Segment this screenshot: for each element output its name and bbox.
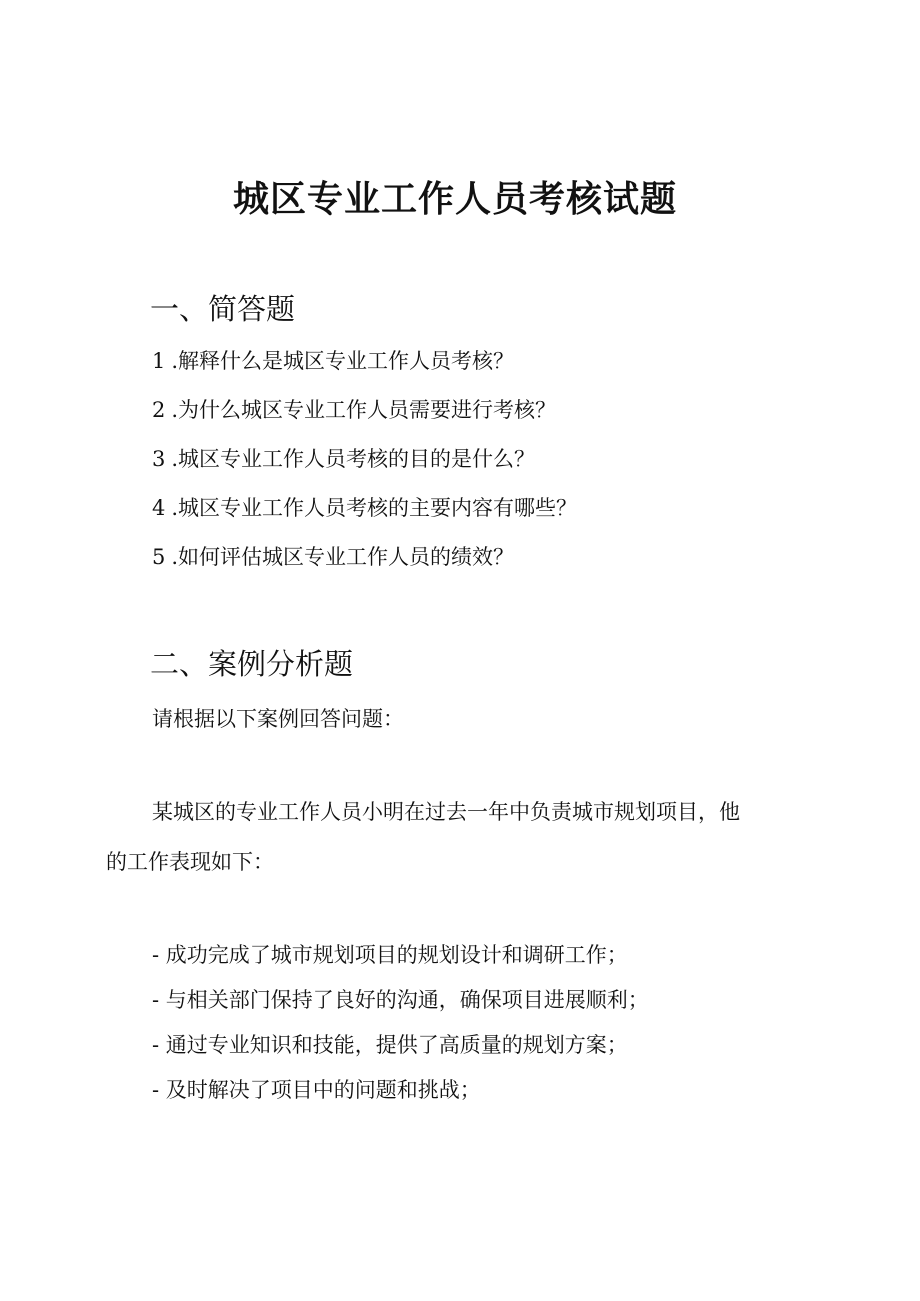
list-item: - 及时解决了项目中的问题和挑战； bbox=[152, 1078, 481, 1102]
question-number: 5 bbox=[152, 545, 166, 569]
question-item bbox=[152, 395, 577, 444]
performance-list bbox=[152, 940, 649, 1120]
question-number: 4 bbox=[152, 496, 166, 520]
section-heading-case-analysis: 二、案例分析题 bbox=[150, 647, 354, 681]
question-number: 1 bbox=[152, 349, 166, 373]
case-description-line-1: 某城区的专业工作人员小明在过去一年中负责城市规划项目，他 bbox=[152, 800, 740, 824]
question-text: .城区专业工作人员考核的主要内容有哪些？ bbox=[171, 496, 578, 520]
question-number: 2 bbox=[152, 398, 166, 422]
question-text: .如何评估城区专业工作人员的绩效？ bbox=[171, 545, 515, 569]
question-text: .为什么城区专业工作人员需要进行考核？ bbox=[171, 398, 557, 422]
case-intro-text: 请根据以下案例回答问题： bbox=[152, 707, 404, 731]
section-heading-short-answer: 一、简答题 bbox=[150, 292, 296, 326]
question-text: .城区专业工作人员考核的目的是什么？ bbox=[171, 447, 536, 471]
question-list bbox=[152, 346, 577, 591]
question-item bbox=[152, 444, 577, 493]
document-title: 城区专业工作人员考核试题 bbox=[232, 179, 677, 220]
case-description-line-2: 的工作表现如下： bbox=[106, 850, 274, 874]
list-item: - 与相关部门保持了良好的沟通，确保项目进展顺利； bbox=[152, 988, 649, 1012]
question-item bbox=[152, 346, 577, 395]
question-number: 3 bbox=[152, 447, 166, 471]
list-item: - 成功完成了城市规划项目的规划设计和调研工作； bbox=[152, 943, 628, 967]
question-item bbox=[152, 542, 577, 591]
list-item: - 通过专业知识和技能，提供了高质量的规划方案； bbox=[152, 1033, 628, 1057]
question-text: .解释什么是城区专业工作人员考核？ bbox=[171, 349, 515, 373]
question-item bbox=[152, 493, 577, 542]
